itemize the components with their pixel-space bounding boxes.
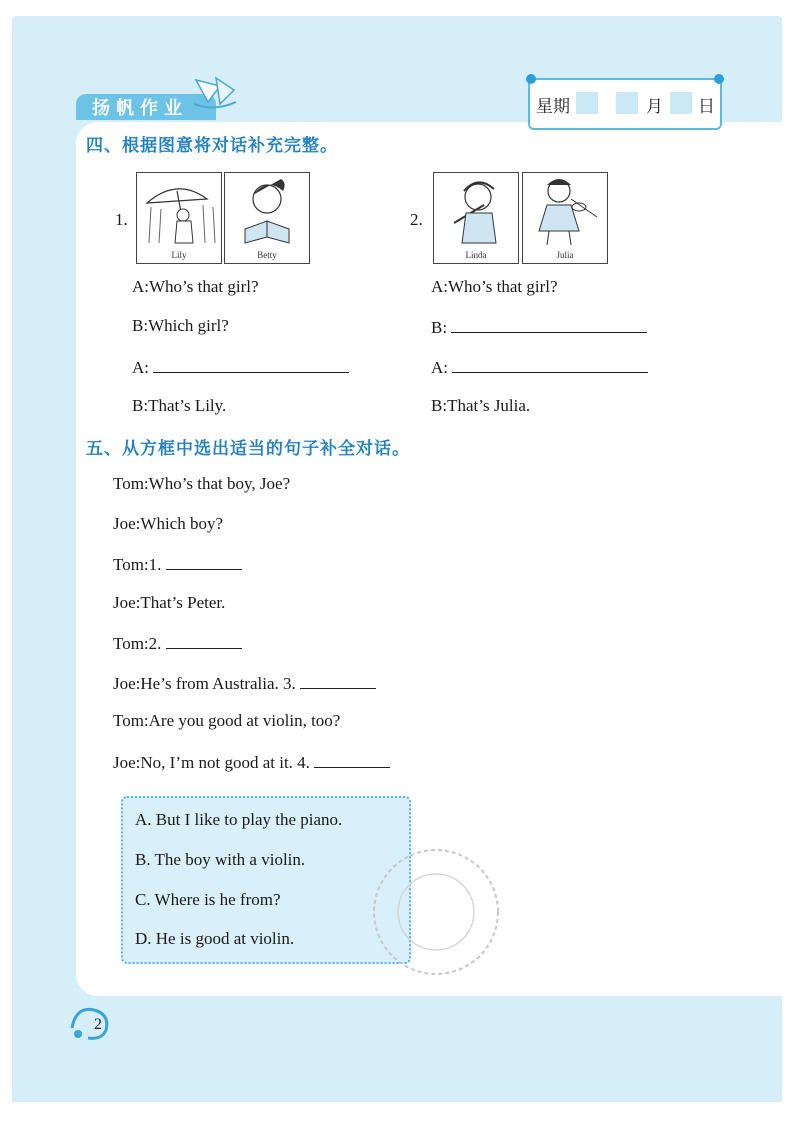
dialogue-line: Joe:That’s Peter. [113, 593, 226, 612]
line-text: That’s Lily. [148, 396, 227, 415]
dialogue-line: A:Who’s that girl? [132, 277, 259, 296]
answer-blank[interactable] [314, 751, 390, 768]
picture-julia [522, 172, 608, 264]
dialogue-line: Joe:He’s from Australia. 3. [113, 672, 376, 694]
girl-with-flute-icon [434, 173, 518, 249]
line-text: He’s from Australia. 3. [140, 674, 296, 693]
option-d: D. He is good at violin. [135, 929, 295, 948]
picture-betty [224, 172, 310, 264]
pin-icon [526, 74, 536, 84]
dialogue-line: Tom:1. [113, 553, 242, 575]
dialogue-line: Tom:Are you good at violin, too? [113, 711, 341, 730]
picture-caption: Lily [171, 250, 187, 260]
line-text: Which girl? [148, 316, 229, 335]
watermark-seal [366, 842, 506, 982]
dialogue-line: Joe:Which boy? [113, 514, 224, 533]
option-a: A. But I like to play the piano. [135, 810, 343, 829]
date-box [528, 78, 722, 130]
speaker-label: A [132, 277, 145, 296]
sailboat-icon [190, 74, 240, 114]
girl-reading-icon [225, 173, 309, 249]
pin-icon [714, 74, 724, 84]
speaker-label: B [132, 396, 144, 415]
speaker-label: Tom [113, 634, 144, 653]
section4-title: 四、根据图意将对话补充完整。 [86, 136, 338, 156]
section5-title: 五、从方框中选出适当的句子补全对话。 [86, 439, 410, 459]
dialogue-line: B:Which girl? [132, 316, 229, 335]
line-text: Are you good at violin, too? [148, 711, 341, 730]
item2-number: 2. [410, 210, 423, 229]
girl-with-umbrella-icon [137, 173, 221, 249]
speaker-label: Joe [113, 753, 136, 772]
line-text: Who’s that girl? [149, 277, 259, 296]
speaker-label: B [132, 316, 144, 335]
picture-caption: Betty [257, 250, 277, 260]
speaker-label: Joe [113, 674, 136, 693]
month-field[interactable] [616, 92, 638, 114]
dialogue-line: A:Who’s that girl? [431, 277, 558, 296]
speaker-label: Tom [113, 474, 144, 493]
line-text: Which boy? [140, 514, 224, 533]
dialogue-line: Tom:Who’s that boy, Joe? [113, 474, 291, 493]
dialogue-line: B:That’s Lily. [132, 396, 227, 415]
picture-linda [433, 172, 519, 264]
line-text: Who’s that boy, Joe? [148, 474, 291, 493]
speaker-label: A [431, 277, 444, 296]
month-label: 月 [646, 97, 663, 117]
line-text: 2. [148, 634, 162, 653]
speaker-label: Tom [113, 711, 144, 730]
girl-with-violin-icon [523, 173, 607, 249]
dialogue-line: A: [132, 356, 349, 378]
line-text: 1. [148, 555, 162, 574]
dialogue-line: Tom:2. [113, 632, 242, 654]
line-text: Who’s that girl? [448, 277, 558, 296]
dialogue-line: Joe:No, I’m not good at it. 4. [113, 751, 390, 773]
answer-blank[interactable] [153, 356, 349, 373]
header-title: 扬帆作业 [92, 98, 188, 119]
picture-caption: Linda [465, 250, 487, 260]
page-number: 2 [94, 1016, 102, 1033]
dialogue-line: A: [431, 356, 648, 378]
answer-blank[interactable] [166, 553, 242, 570]
picture-lily [136, 172, 222, 264]
speaker-label: B [431, 396, 443, 415]
answer-blank[interactable] [166, 632, 242, 649]
speaker-label: A [431, 358, 444, 377]
day-field[interactable] [670, 92, 692, 114]
answer-blank[interactable] [300, 672, 376, 689]
option-b: B. The boy with a violin. [135, 850, 306, 869]
option-c: C. Where is he from? [135, 890, 281, 909]
day-label: 日 [698, 97, 715, 117]
answer-blank[interactable] [451, 316, 647, 333]
dialogue-line: B:That’s Julia. [431, 396, 531, 415]
speaker-label: Joe [113, 593, 136, 612]
item1-number: 1. [115, 210, 128, 229]
speaker-label: Joe [113, 514, 136, 533]
picture-caption: Julia [556, 250, 574, 260]
bottom-band [12, 996, 782, 1102]
speaker-label: Tom [113, 555, 144, 574]
speaker-label: B [431, 318, 443, 337]
line-text: No, I’m not good at it. 4. [140, 753, 310, 772]
answer-blank[interactable] [452, 356, 648, 373]
speaker-label: A [132, 358, 145, 377]
line-text: That’s Julia. [447, 396, 531, 415]
weekday-field[interactable] [576, 92, 598, 114]
dialogue-line: B: [431, 316, 647, 338]
swirl-icon [66, 998, 118, 1042]
line-text: That’s Peter. [140, 593, 226, 612]
weekday-label: 星期 [536, 97, 570, 117]
